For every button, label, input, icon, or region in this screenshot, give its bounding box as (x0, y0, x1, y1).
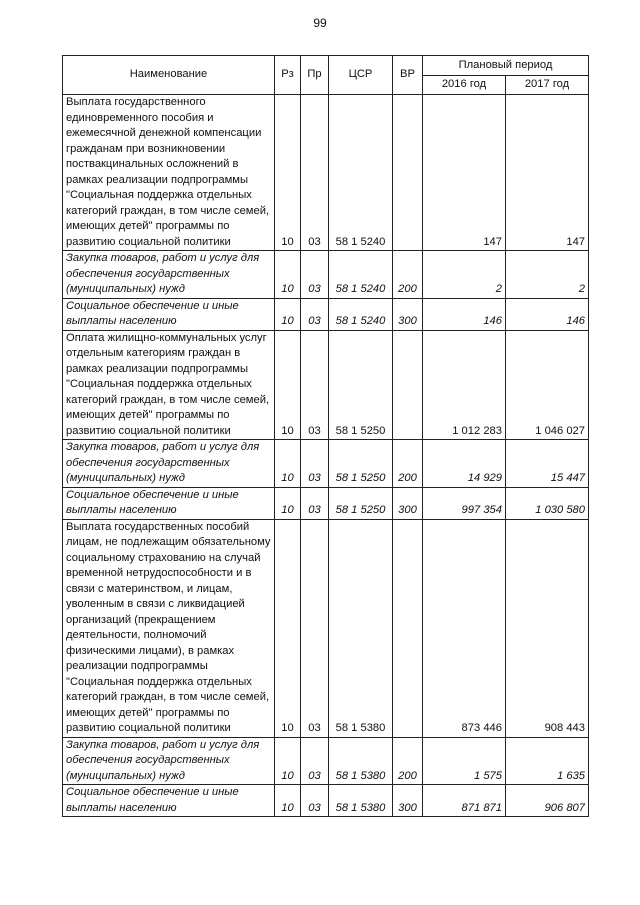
cell-pr: 03 (301, 95, 329, 251)
budget-table (62, 55, 589, 817)
cell-name: Закупка товаров, работ и услуг для обеспечения государственных (муниципальных) нужд (63, 737, 275, 785)
cell-csr: 58 1 5240 (329, 298, 393, 330)
cell-rz: 10 (275, 95, 301, 251)
header-csr: ЦСР (329, 56, 393, 95)
cell-rz: 10 (275, 785, 301, 817)
cell-pr: 03 (301, 298, 329, 330)
cell-vr (393, 330, 423, 440)
cell-vr: 300 (393, 785, 423, 817)
cell-csr: 58 1 5380 (329, 737, 393, 785)
cell-name: Закупка товаров, работ и услуг для обеспечения государственных (муниципальных) нужд (63, 251, 275, 299)
cell-csr: 58 1 5240 (329, 95, 393, 251)
page-number: 99 (313, 16, 327, 30)
cell-name: Социальное обеспечение и иные выплаты населению (63, 785, 275, 817)
table-row (63, 330, 589, 440)
header-plan-period: Плановый период (423, 56, 589, 76)
cell-y2016: 14 929 (423, 440, 506, 488)
header-year-2016: 2016 год (423, 76, 506, 95)
header-year-2017: 2017 год (506, 76, 589, 95)
cell-y2017: 2 (506, 251, 589, 299)
cell-y2017: 1 046 027 (506, 330, 589, 440)
cell-csr: 58 1 5380 (329, 519, 393, 737)
cell-pr: 03 (301, 785, 329, 817)
cell-y2016: 146 (423, 298, 506, 330)
cell-rz: 10 (275, 519, 301, 737)
cell-vr: 200 (393, 251, 423, 299)
cell-vr: 300 (393, 487, 423, 519)
cell-rz: 10 (275, 487, 301, 519)
cell-y2016: 2 (423, 251, 506, 299)
cell-vr: 300 (393, 298, 423, 330)
header-vr: ВР (393, 56, 423, 95)
table-row (63, 519, 589, 737)
cell-y2017: 906 807 (506, 785, 589, 817)
cell-name: Выплата государственного единовременного пособия и ежемесячной денежной компенсации гражданам при возникновении поствакцинальных осложнений в рамках реализации подпрограммы "Социальная поддержка отдельных категорий граждан, в том числе семей, имеющих детей" программы по развитию социальной политики (63, 95, 275, 251)
table-body (63, 95, 589, 817)
header-pr: Пр (301, 56, 329, 95)
cell-rz: 10 (275, 298, 301, 330)
cell-vr (393, 95, 423, 251)
cell-pr: 03 (301, 487, 329, 519)
cell-pr: 03 (301, 440, 329, 488)
cell-rz: 10 (275, 251, 301, 299)
cell-y2017: 908 443 (506, 519, 589, 737)
cell-vr: 200 (393, 737, 423, 785)
cell-rz: 10 (275, 330, 301, 440)
cell-pr: 03 (301, 519, 329, 737)
cell-rz: 10 (275, 440, 301, 488)
table-row (63, 487, 589, 519)
table-row (63, 737, 589, 785)
cell-csr: 58 1 5240 (329, 251, 393, 299)
cell-y2016: 871 871 (423, 785, 506, 817)
cell-name: Выплата государственных пособий лицам, не подлежащим обязательному социальному страхованию на случай временной нетрудоспособности и в связи с материнством, и лицам, уволенным в связи с ликвидацией организаций (прекращением деятельности, полномочий физическими лицами), в рамках реализации подпрограммы "Социальная поддержка отдельных категорий граждан, в том числе семей, имеющих детей" программы по развитию социальной политики (63, 519, 275, 737)
cell-y2016: 147 (423, 95, 506, 251)
cell-pr: 03 (301, 330, 329, 440)
cell-pr: 03 (301, 251, 329, 299)
cell-y2016: 873 446 (423, 519, 506, 737)
cell-y2016: 997 354 (423, 487, 506, 519)
cell-csr: 58 1 5250 (329, 330, 393, 440)
cell-y2016: 1 012 283 (423, 330, 506, 440)
cell-y2017: 146 (506, 298, 589, 330)
table-row (63, 95, 589, 251)
cell-pr: 03 (301, 737, 329, 785)
cell-name: Социальное обеспечение и иные выплаты населению (63, 487, 275, 519)
cell-name: Закупка товаров, работ и услуг для обеспечения государственных (муниципальных) нужд (63, 440, 275, 488)
cell-y2017: 1 030 580 (506, 487, 589, 519)
cell-csr: 58 1 5250 (329, 487, 393, 519)
cell-vr: 200 (393, 440, 423, 488)
header-rz: Рз (275, 56, 301, 95)
cell-y2017: 1 635 (506, 737, 589, 785)
cell-rz: 10 (275, 737, 301, 785)
cell-y2016: 1 575 (423, 737, 506, 785)
cell-y2017: 147 (506, 95, 589, 251)
cell-csr: 58 1 5250 (329, 440, 393, 488)
table-row (63, 298, 589, 330)
cell-y2017: 15 447 (506, 440, 589, 488)
cell-csr: 58 1 5380 (329, 785, 393, 817)
cell-name: Социальное обеспечение и иные выплаты населению (63, 298, 275, 330)
table-row (63, 785, 589, 817)
header-name: Наименование (63, 56, 275, 95)
table-row (63, 251, 589, 299)
cell-vr (393, 519, 423, 737)
table-row (63, 440, 589, 488)
cell-name: Оплата жилищно-коммунальных услуг отдельным категориям граждан в рамках реализации подпрограммы "Социальная поддержка отдельных категорий граждан, в том числе семей, имеющих детей" программы по развитию социальной политики (63, 330, 275, 440)
